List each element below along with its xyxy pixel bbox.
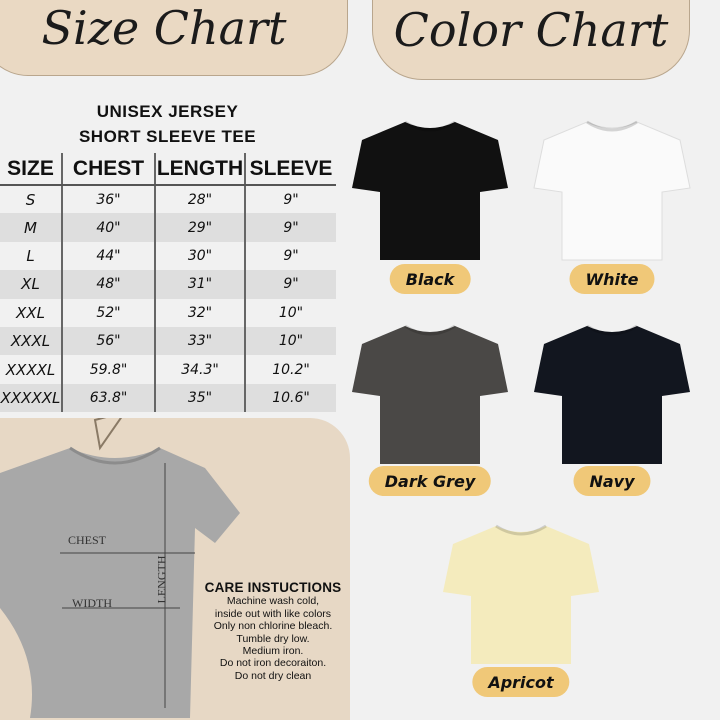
table-row: [0, 384, 336, 412]
table-row: [0, 327, 336, 355]
color-label[interactable]: Dark Grey: [369, 466, 491, 496]
tshirt-swatch-navy[interactable]: [532, 322, 692, 467]
care-line: Only non chlorine bleach.: [213, 620, 333, 633]
table-cell: 9": [245, 185, 336, 213]
table-cell: 10.6": [245, 384, 336, 412]
table-cell: 52": [62, 299, 155, 327]
table-row: [0, 299, 336, 327]
table-title-line1: UNISEX JERSEY: [96, 102, 239, 121]
table-cell: M: [0, 213, 62, 241]
care-line: Do not iron decoraiton.: [219, 657, 327, 670]
table-cell: 63.8": [62, 384, 155, 412]
care-line: Do not dry clean: [234, 669, 312, 682]
table-cell: 34.3": [155, 355, 245, 383]
table-row: [0, 185, 336, 213]
table-cell: XXXXL: [5, 360, 56, 379]
col-length: LENGTH: [155, 153, 245, 185]
table-cell: 31": [155, 270, 245, 298]
table-cell: L: [26, 246, 35, 265]
color-label[interactable]: Navy: [573, 466, 650, 496]
table-cell: 32": [155, 299, 245, 327]
table-cell: 10.2": [245, 355, 336, 383]
table-cell: S: [25, 190, 36, 209]
color-chart-header: [372, 0, 690, 80]
care-instructions: [198, 582, 348, 682]
size-chart-title: Size Chart: [41, 1, 287, 55]
table-cell: 10": [245, 299, 336, 327]
col-sleeve: SLEEVE: [245, 153, 336, 185]
table-cell: XXXL: [0, 327, 62, 355]
table-cell: 44": [62, 242, 155, 270]
table-cell: 40": [62, 213, 155, 241]
table-cell: 29": [155, 213, 245, 241]
col-chest: CHEST: [62, 153, 155, 185]
tshirt-swatch-apricot[interactable]: [441, 522, 601, 667]
care-line: Medium iron.: [242, 645, 304, 658]
col-size: SIZE: [0, 153, 62, 185]
table-cell: XL: [0, 270, 62, 298]
table-cell: 59.8": [62, 355, 155, 383]
color-label[interactable]: Black: [390, 264, 471, 294]
tshirt-swatch-black[interactable]: [350, 118, 510, 263]
table-cell: XXL: [16, 303, 45, 322]
table-title-line2: SHORT SLEEVE TEE: [78, 127, 257, 146]
table-cell: 9": [245, 270, 336, 298]
table-row: [0, 270, 336, 298]
color-label[interactable]: White: [569, 264, 654, 294]
table-cell: 35": [155, 384, 245, 412]
chest-label: CHEST: [68, 533, 107, 547]
care-line: Tumble dry low.: [236, 632, 310, 645]
table-cell: 9": [245, 242, 336, 270]
width-label: WIDTH: [72, 596, 112, 610]
table-row: [0, 355, 336, 383]
color-chart-title: Color Chart: [393, 3, 669, 57]
table-cell: 30": [155, 242, 245, 270]
tshirt-swatch-white[interactable]: [532, 118, 692, 263]
size-chart-header: [0, 0, 348, 76]
table-cell: 10": [245, 327, 336, 355]
color-label[interactable]: Apricot: [472, 667, 569, 697]
table-row: [0, 213, 336, 241]
table-row: [0, 242, 336, 270]
care-title: CARE INSTUCTIONS: [204, 580, 342, 595]
care-line: inside out with like colors: [214, 607, 332, 620]
care-line: Machine wash cold,: [226, 595, 320, 608]
size-table: [0, 153, 336, 412]
length-label: LENGTH: [154, 555, 169, 604]
table-cell: 36": [62, 185, 155, 213]
table-cell: XXXXXL: [0, 384, 62, 412]
table-cell: 33": [155, 327, 245, 355]
table-cell: 9": [245, 213, 336, 241]
tshirt-swatch-dark-grey[interactable]: [350, 322, 510, 467]
table-cell: 56": [62, 327, 155, 355]
table-cell: 28": [155, 185, 245, 213]
table-cell: 48": [62, 270, 155, 298]
